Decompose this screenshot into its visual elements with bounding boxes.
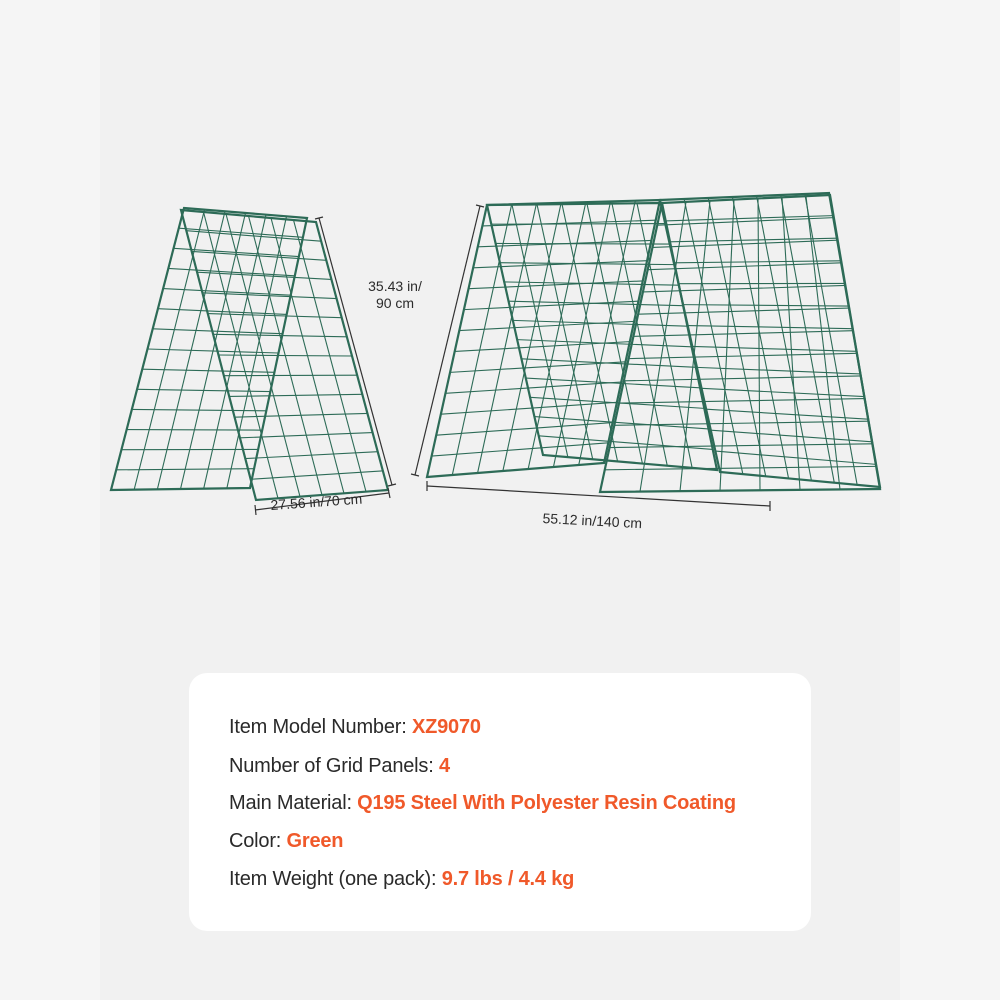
spec-value: XZ9070 [411,716,481,738]
specifications-card [189,673,811,931]
spec-row-material [229,792,736,815]
spec-row-weight [229,868,574,891]
spec-label: Number of Grid Panels: [229,755,439,777]
small-width-dimension-label: 27.56 in/70 cm [270,490,363,513]
large-panel-back-left [427,200,660,477]
large-panel-back-right [660,193,880,487]
height-inches: 35.43 in/ [368,278,422,294]
spec-label: Color: [229,830,287,852]
height-dimension-line [319,218,392,485]
spec-label: Main Material: [229,792,358,814]
small-panel-back [111,208,307,490]
spec-value: 9.7 lbs / 4.4 kg [441,868,575,890]
spec-row-color [229,830,343,853]
spec-value: 4 [438,755,450,777]
spec-value: Green [286,830,344,852]
spec-value: Q195 Steel With Polyester Resin Coating [357,792,736,814]
spec-row-panels [229,755,450,778]
height-dimension-label [350,278,440,312]
large-width-dimension-label: 55.12 in/140 cm [542,510,643,532]
spec-label: Item Model Number: [229,716,412,738]
spec-label: Item Weight (one pack): [229,868,442,890]
spec-row-model [229,716,481,739]
large-width-dimension-line [427,486,770,506]
height-cm: 90 cm [375,294,415,311]
